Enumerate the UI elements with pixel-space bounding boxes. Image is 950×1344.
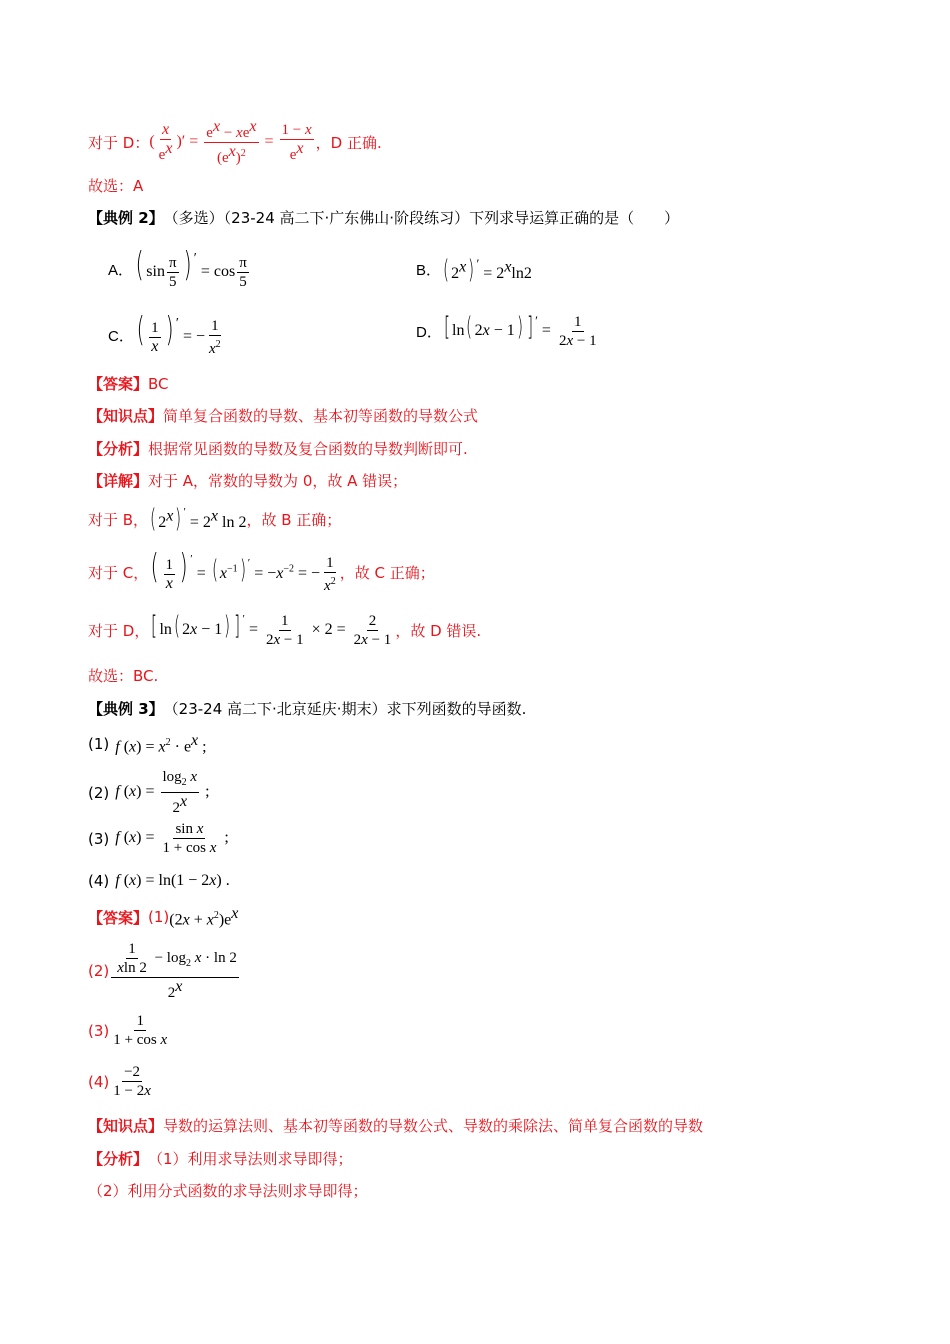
example-2-analysis: 【分析】 根据常见函数的导数及复合函数的导数判断即可. [88,440,468,458]
example-2-c-line: 对于 C， ( $\frac{1}{x}$ ) ′ = ( $x^{-1}$) $' = -x^{-2}$ = − $\frac{1}{x^2}$ ，故 C 正确； [88,547,435,594]
example-3-item-2: (2) f (x) = $\frac{\log_2 x}{2^x}$ ; [88,769,210,816]
example-3-item-3: (3) f (x) = $\frac{\text{sin x}}{\text{1 + cos x}}$ ; [88,821,229,856]
option-c: C． ( $\frac{1}{x}$ ) ′ = − $\frac{1}{x^2}$ [108,313,890,358]
example-3-answer-3: (3) $\frac{1}{\text{1 + cos x}}$ [88,1012,890,1049]
formula-c-detail: ( $\frac{1}{x}$ ) ′ = ( $x^{-1}$) $' = -x^{-2}$ = − $\frac{1}{x^2}$ [150,547,336,594]
example-2-knowledge: 【知识点】 简单复合函数的导数、基本初等函数的导数公式 [88,407,479,425]
formula-option-c: ( $\frac{1}{x}$ ) ′ = − $\frac{1}{x^2}$ [136,310,221,357]
formula-option-a: ( sin $\frac{\pi}{5}$ ) ′ = cos $\frac{\pi}{5}$ [135,245,247,290]
example-3-analysis: 【分析】 （1）利用求导法则求导即得； [88,1150,353,1168]
example-3-item-1: (1) f $(x) = x^2 \cdot e^x$ ; [88,732,207,756]
formula-answer-2: $\frac{1}{xln 2}$ − $\log_2 x \cdot \ln 2$ 2$^x$ [109,940,241,1002]
formula-option-d: [ ln( 2x − 1) ] ′ = $\frac{1}{2x - 1}$ [443,312,597,349]
formula-item-2: f (x) = $\frac{\log_2 x}{2^x}$ ; [115,769,210,816]
formula-d-detail: [ ln( 2x − 1) ] ′ = $\frac{1}{2x - 1}$ × 2 = $\frac{2}{2x - 1}$ [151,611,392,648]
solution-d-line: 对于 D： ( $\frac{x}{e^x}$ )′ = $\frac{e^x - xe^x}{(e^x)^2}$ = $\frac{1 - x}{e^x}$ ，D 正确. [88,118,382,166]
example-3-answer-1: 【答案】 (1) $(2x + x^2)e^x$ [88,905,239,929]
example-3-answer-4: (4) $\frac{-2}{1 - 2x}$ [88,1063,890,1100]
example-2-b-line: 对于 B， ( 2$^x$) $' = 2^x$ ln 2 ，故 B 正确； [88,504,342,534]
example-2-tag: 【典例 2】 [88,209,164,227]
option-d: D． [ ln( 2x − 1) ] ′ = $\frac{1}{2x - 1}$ [416,313,890,350]
example-3-item-4: (4) f (x) = ln(1 − 2x) . [88,872,230,890]
formula-b-detail: ( 2$^x$) $' = 2^x$ ln 2 [150,504,247,534]
formula-answer-3: $\frac{1}{\text{1 + cos x}}$ [113,1013,168,1048]
example-3-heading [88,698,890,719]
example-3-tag: 【典例 3】 [88,700,164,718]
example-3-answer-2: (2) $\frac{1}{xln 2}$ − $\log_2 x \cdot \ln 2$ 2$^x$ [88,940,890,1002]
example-2-detail: 【详解】 对于 A，常数的导数为 0，故 A 错误； [88,472,408,490]
formula-item-3: f (x) = $\frac{\text{sin x}}{\text{1 + cos x}}$ ; [115,821,229,856]
example-3-knowledge: 【知识点】 导数的运算法则、基本初等函数的导数公式、导数的乘除法、简单复合函数的导数 [88,1117,704,1135]
formula-option-b: ( 2$^x$) $' = 2^x\ln 2$ [443,255,532,285]
option-b: B． ( 2$^x$) $' = 2^x\ln 2$ [416,255,532,285]
formula-item-1: f $(x) = x^2 \cdot e^x$ ; [115,732,207,756]
example-3-text: （23-24 高二下·北京延庆·期末）求下列函数的导函数. [163,700,527,718]
example-2-heading [88,207,890,228]
formula-answer-4: $\frac{-2}{1 - 2x}$ [113,1064,151,1099]
formula-d-derivative: ( $\frac{x}{e^x}$ )′ = $\frac{e^x - xe^x}{(e^x)^2}$ = $\frac{1 - x}{e^x}$ [149,118,312,166]
select-bc: 故选：BC. [88,667,159,685]
option-a: A． ( sin $\frac{\pi}{5}$ ) ′ = cos $\frac{\pi}{5}$ [108,248,890,291]
formula-answer-1: $(2x + x^2)e^x$ [169,905,239,929]
example-3-analysis-2: （2）利用分式函数的求导法则求导即得； [88,1182,368,1200]
formula-item-4: f (x) = ln(1 − 2x) . [115,872,230,889]
example-2-text: （多选）（23-24 高二下·广东佛山·阶段练习）下列求导运算正确的是（ ） [163,209,680,227]
example-2-answer: 【答案】 BC [88,374,169,393]
example-2-d-line: 对于 D， [ ln( 2x − 1) ] ′ = $\frac{1}{2x - 1}$ × 2 = $\frac{2}{2x - 1}$ ，故 D 错误. [88,611,482,648]
select-a: 故选：A [88,177,144,195]
